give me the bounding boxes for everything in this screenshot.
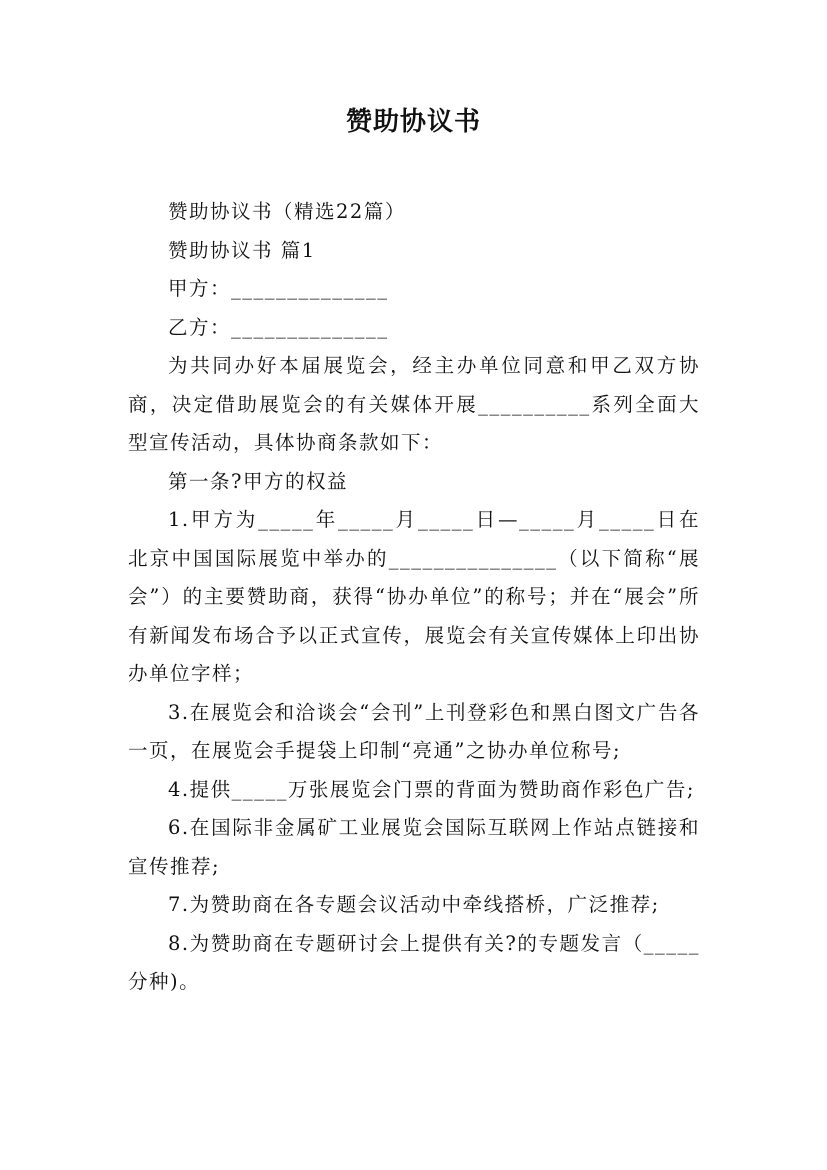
party-a-line: 甲方：______________ xyxy=(168,277,389,300)
document-title: 赞助协议书 xyxy=(345,107,481,137)
clause-4: 4.提供_____万张展览会门票的背面为赞助商作彩色广告; xyxy=(168,777,695,801)
clause-7: 7.为赞助商在各专题会议活动中牵线搭桥，广泛推荐; xyxy=(168,893,660,916)
document-body xyxy=(128,193,700,1002)
article-one-heading: 第一条?甲方的权益 xyxy=(168,469,348,493)
subtitle-paragraph: 赞助协议书（精选22篇） xyxy=(168,200,406,223)
clause-8: 8.为赞助商在专题研讨会上提供有关?的专题发言（_____分种)。 xyxy=(128,931,700,993)
clause-6: 6.在国际非金属矿工业展览会国际互联网上作站点链接和宣传推荐; xyxy=(128,816,700,878)
party-b-line: 乙方：______________ xyxy=(168,315,389,339)
clause-1: 1.甲方为_____年_____月_____日—_____月_____日在北京中国国际展览中举办的_______________（以下简称“展会”）的主要赞助商，获得“协办单位”的称号；并在“展会”所有新闻发布场合予以正式宣传，展览会有关宣传媒体上印出协办单位字样； xyxy=(128,508,700,685)
section-heading: 赞助协议书 篇1 xyxy=(168,238,316,262)
clause-3: 3.在展览会和洽谈会“会刊”上刊登彩色和黑白图文广告各一页，在展览会手提袋上印制“亮通”之协办单位称号; xyxy=(128,700,700,762)
intro-paragraph: 为共同办好本届展览会，经主办单位同意和甲乙双方协商，决定借助展览会的有关媒体开展__________系列全面大型宣传活动，具体协商条款如下： xyxy=(128,354,700,454)
